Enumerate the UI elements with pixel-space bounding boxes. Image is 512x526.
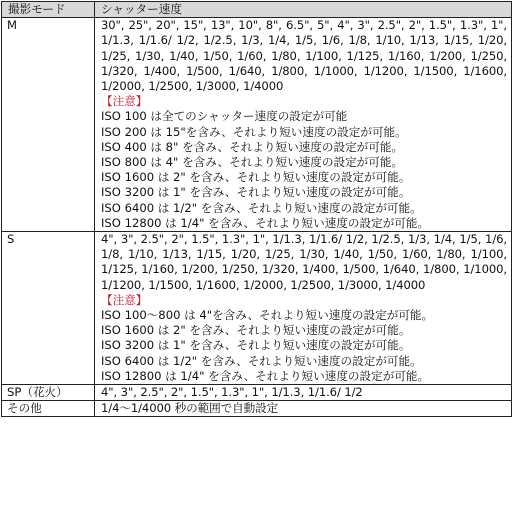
header-mode: 撮影モード bbox=[2, 2, 95, 18]
mode-cell-sp: SP（花火） bbox=[2, 385, 95, 401]
shutter-speed-table bbox=[1, 1, 512, 417]
note-line: ISO 1600 は 2" を含み、それより短い速度の設定が可能。 bbox=[101, 170, 411, 185]
speed-list-s: 4", 3", 2.5", 2", 1.5", 1.3", 1", 1/1.3, 1/1.6/ 1/2, 1/2.5, 1/3, 1/4, 1/5, 1/6, 1/8, 1/10, 1/13, 1/15, 1/20, 1/25, 1/30, 1/40, 1/50, 1/60, 1/80, 1/100, 1/125, 1/160, 1/200, 1/250, 1/320, 1/400, 1/500, 1/640, 1/800, 1/1000, 1/1200, 1/1500, 1/1600, 1/2000, 1/2500, 1/3000, 1/4000 bbox=[101, 232, 507, 292]
speed-list-other: 1/4～1/4000 秒の範囲で自動設定 bbox=[101, 401, 279, 416]
note-title-s: 【注意】 bbox=[101, 292, 148, 307]
speed-list-sp: 4", 3", 2.5", 2", 1.5", 1.3", 1", 1/1.3, 1/1.6/ 1/2 bbox=[101, 385, 363, 400]
note-line: ISO 1600 は 2" を含み、それより短い速度の設定が可能。 bbox=[101, 323, 411, 338]
note-line: ISO 400 は 8" を含み、それより短い速度の設定が可能。 bbox=[101, 139, 404, 154]
note-line: ISO 12800 は 1/4" を含み、それより短い速度の設定が可能。 bbox=[101, 368, 430, 383]
header-shutter-speed: シャッター速度 bbox=[95, 2, 512, 18]
mode-cell-m: M bbox=[2, 18, 95, 232]
speed-cell-sp bbox=[95, 385, 512, 401]
note-line: ISO 200 は 15"を含み、それより短い速度の設定が可能。 bbox=[101, 124, 407, 139]
note-line: ISO 800 は 4" を含み、それより短い速度の設定が可能。 bbox=[101, 155, 404, 170]
speed-cell-s bbox=[95, 232, 512, 385]
note-title-m: 【注意】 bbox=[101, 94, 148, 109]
note-line: ISO 6400 は 1/2" を含み、それより短い速度の設定が可能。 bbox=[101, 200, 422, 215]
note-line: ISO 3200 は 1" を含み、それより短い速度の設定が可能。 bbox=[101, 185, 411, 200]
table-header-row bbox=[2, 2, 512, 18]
mode-cell-other: その他 bbox=[2, 401, 95, 417]
table-row-other bbox=[2, 401, 512, 417]
table-row-s bbox=[2, 232, 512, 385]
speed-cell-m bbox=[95, 18, 512, 232]
table-row-sp bbox=[2, 385, 512, 401]
note-line: ISO 12800 は 1/4" を含み、それより短い速度の設定が可能。 bbox=[101, 215, 430, 230]
shutter-speed-table-wrapper bbox=[1, 1, 512, 417]
note-line: ISO 3200 は 1" を含み、それより短い速度の設定が可能。 bbox=[101, 338, 411, 353]
table-row-m bbox=[2, 18, 512, 232]
note-line: ISO 100 は全てのシャッター速度の設定が可能 bbox=[101, 109, 348, 124]
speed-cell-other bbox=[95, 401, 512, 417]
speed-list-m: 30", 25", 20", 15", 13", 10", 8", 6.5", 5", 4", 3", 2.5", 2", 1.5", 1.3", 1", 1/1.3, 1/1.6/ 1/2, 1/2.5, 1/3, 1/4, 1/5, 1/6, 1/8, 1/10, 1/13, 1/15, 1/20, 1/25, 1/30, 1/40, 1/50, 1/60, 1/80, 1/100, 1/125, 1/160, 1/200, 1/250, 1/320, 1/400, 1/500, 1/640, 1/800, 1/1000, 1/1200, 1/1500, 1/1600, 1/2000, 1/2500, 1/3000, 1/4000 bbox=[101, 18, 507, 94]
note-line: ISO 6400 は 1/2" を含み、それより短い速度の設定が可能。 bbox=[101, 353, 422, 368]
mode-cell-s: S bbox=[2, 232, 95, 385]
note-line: ISO 100～800 は 4"を含み、それより短い速度の設定が可能。 bbox=[101, 308, 434, 323]
